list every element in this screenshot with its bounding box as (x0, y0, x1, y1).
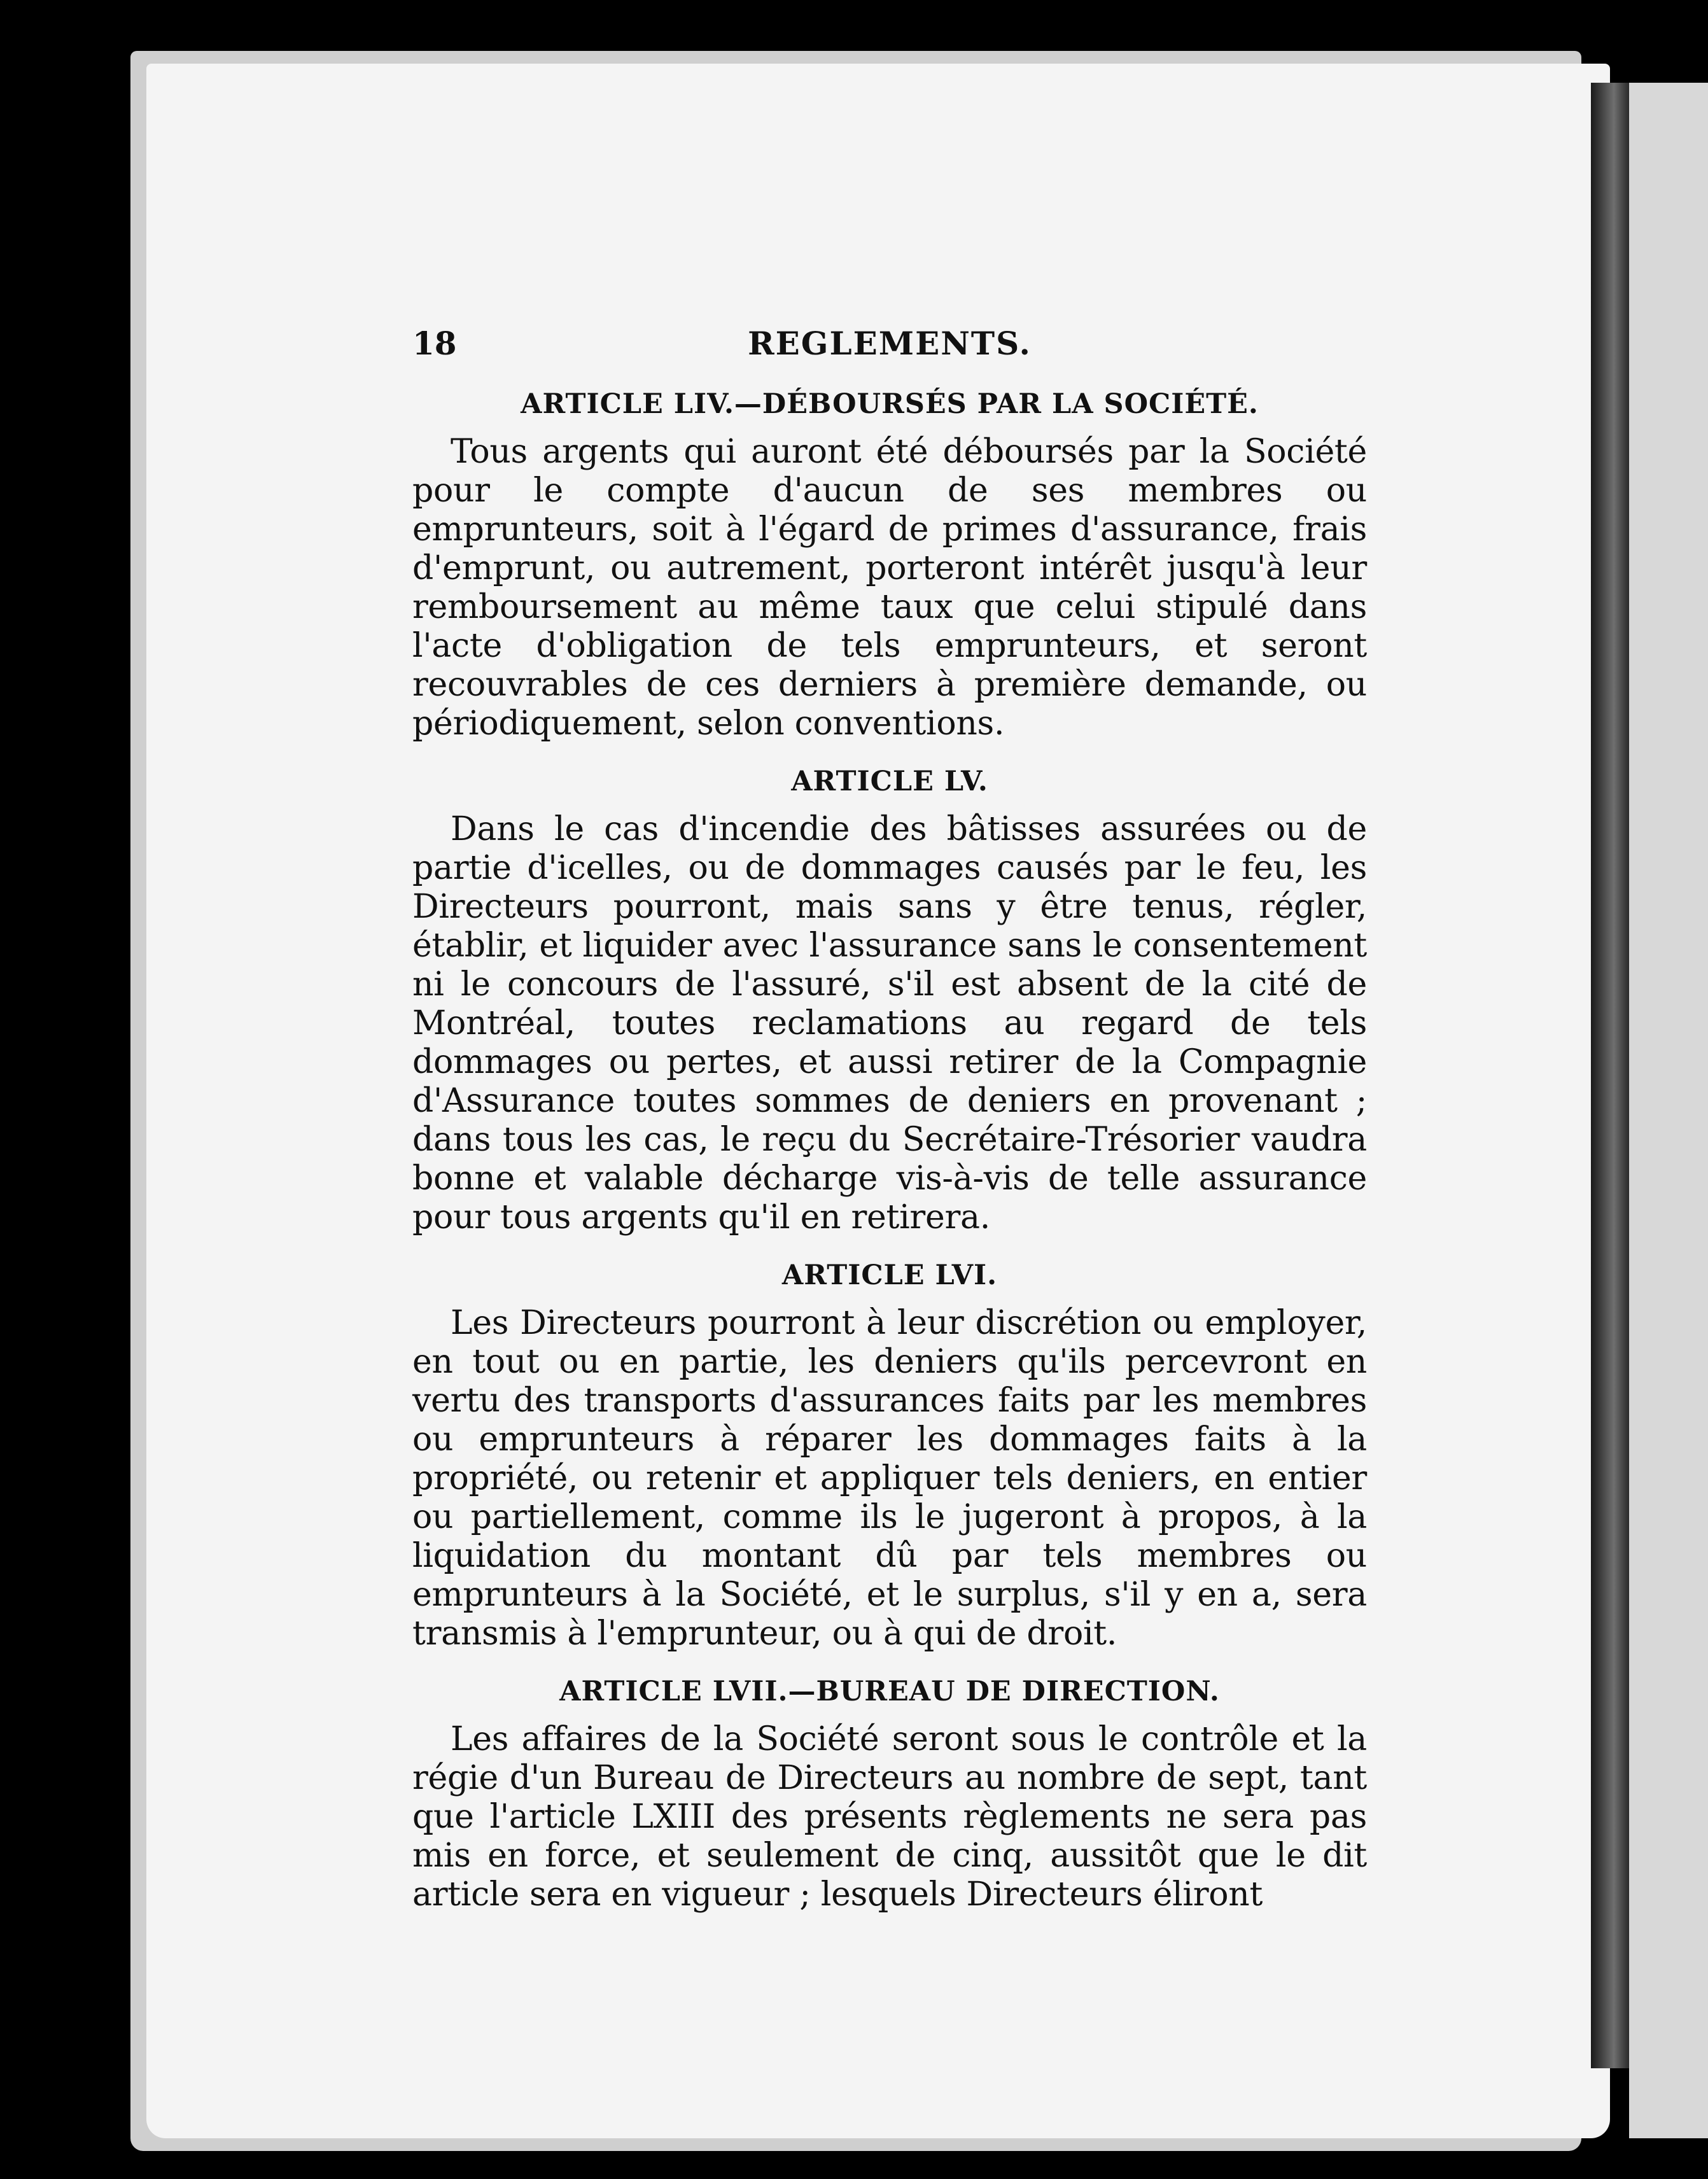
text-block (412, 318, 1367, 1937)
page-gutter-shadow (1591, 83, 1629, 2068)
article-heading: ARTICLE LV. (791, 766, 988, 797)
page-number: 18 (412, 325, 457, 362)
running-title: REGLEMENTS. (748, 325, 1032, 362)
article-heading: ARTICLE LVI. (781, 1259, 998, 1291)
article-heading: ARTICLE LIV.—DÉBOURSÉS PAR LA SOCIÉTÉ. (521, 388, 1259, 420)
article-paragraph: Dans le cas d'incendie des bâtisses assurées ou de partie d'icelles, ou de dommages causés par le feu, les Directeurs pourront, mais sans y être tenus, régler, établir, et liquider avec l'assurance sans le consentement ni le concours de l'assuré, s'il est absent de la cité de Montréal, toutes reclamations au regard de tels dommages ou pertes, et aussi retirer de la Compagnie d'Assurance toutes sommes de deniers en provenant ; dans tous les cas, le reçu du Secrétaire-Trésorier vaudra bonne et valable décharge vis-à-vis de telle assurance pour tous argents qu'il en retirera. (412, 810, 1367, 1237)
article-paragraph: Tous argents qui auront été déboursés par la Société pour le compte d'aucun de ses membres ou emprunteurs, soit à l'égard de primes d'assurance, frais d'emprunt, ou autrement, porteront intérêt jusqu'à leur remboursement au même taux que celui stipulé dans l'acte d'obligation de tels emprunteurs, et seront recouvrables de ces derniers à première demande, ou périodiquement, selon conventions. (412, 433, 1367, 743)
article-paragraph: Les Directeurs pourront à leur discrétion ou employer, en tout ou en partie, les deniers qu'ils percevront en vertu des transports d'assurances faits par les membres ou emprunteurs à réparer les dommages faits à la propriété, ou retenir et appliquer tels deniers, en entier ou partiellement, comme ils le jugeront à propos, à la liquidation du montant dû par tels membres ou emprunteurs à la Société, et le surplus, s'il y en a, sera transmis à l'emprunteur, ou à qui de droit. (412, 1304, 1367, 1653)
article-paragraph: Les affaires de la Société seront sous le contrôle et la régie d'un Bureau de Directeurs au nombre de sept, tant que l'article LXIII des présents règlements ne sera pas mis en force, et seulement de cinq, aussitôt que le dit article sera en vigueur ; lesquels Directeurs éliront (412, 1720, 1367, 1914)
running-head (412, 318, 1367, 375)
adjacent-page-edge (1629, 83, 1708, 2138)
article-heading: ARTICLE LVII.—BUREAU DE DIRECTION. (559, 1676, 1220, 1707)
